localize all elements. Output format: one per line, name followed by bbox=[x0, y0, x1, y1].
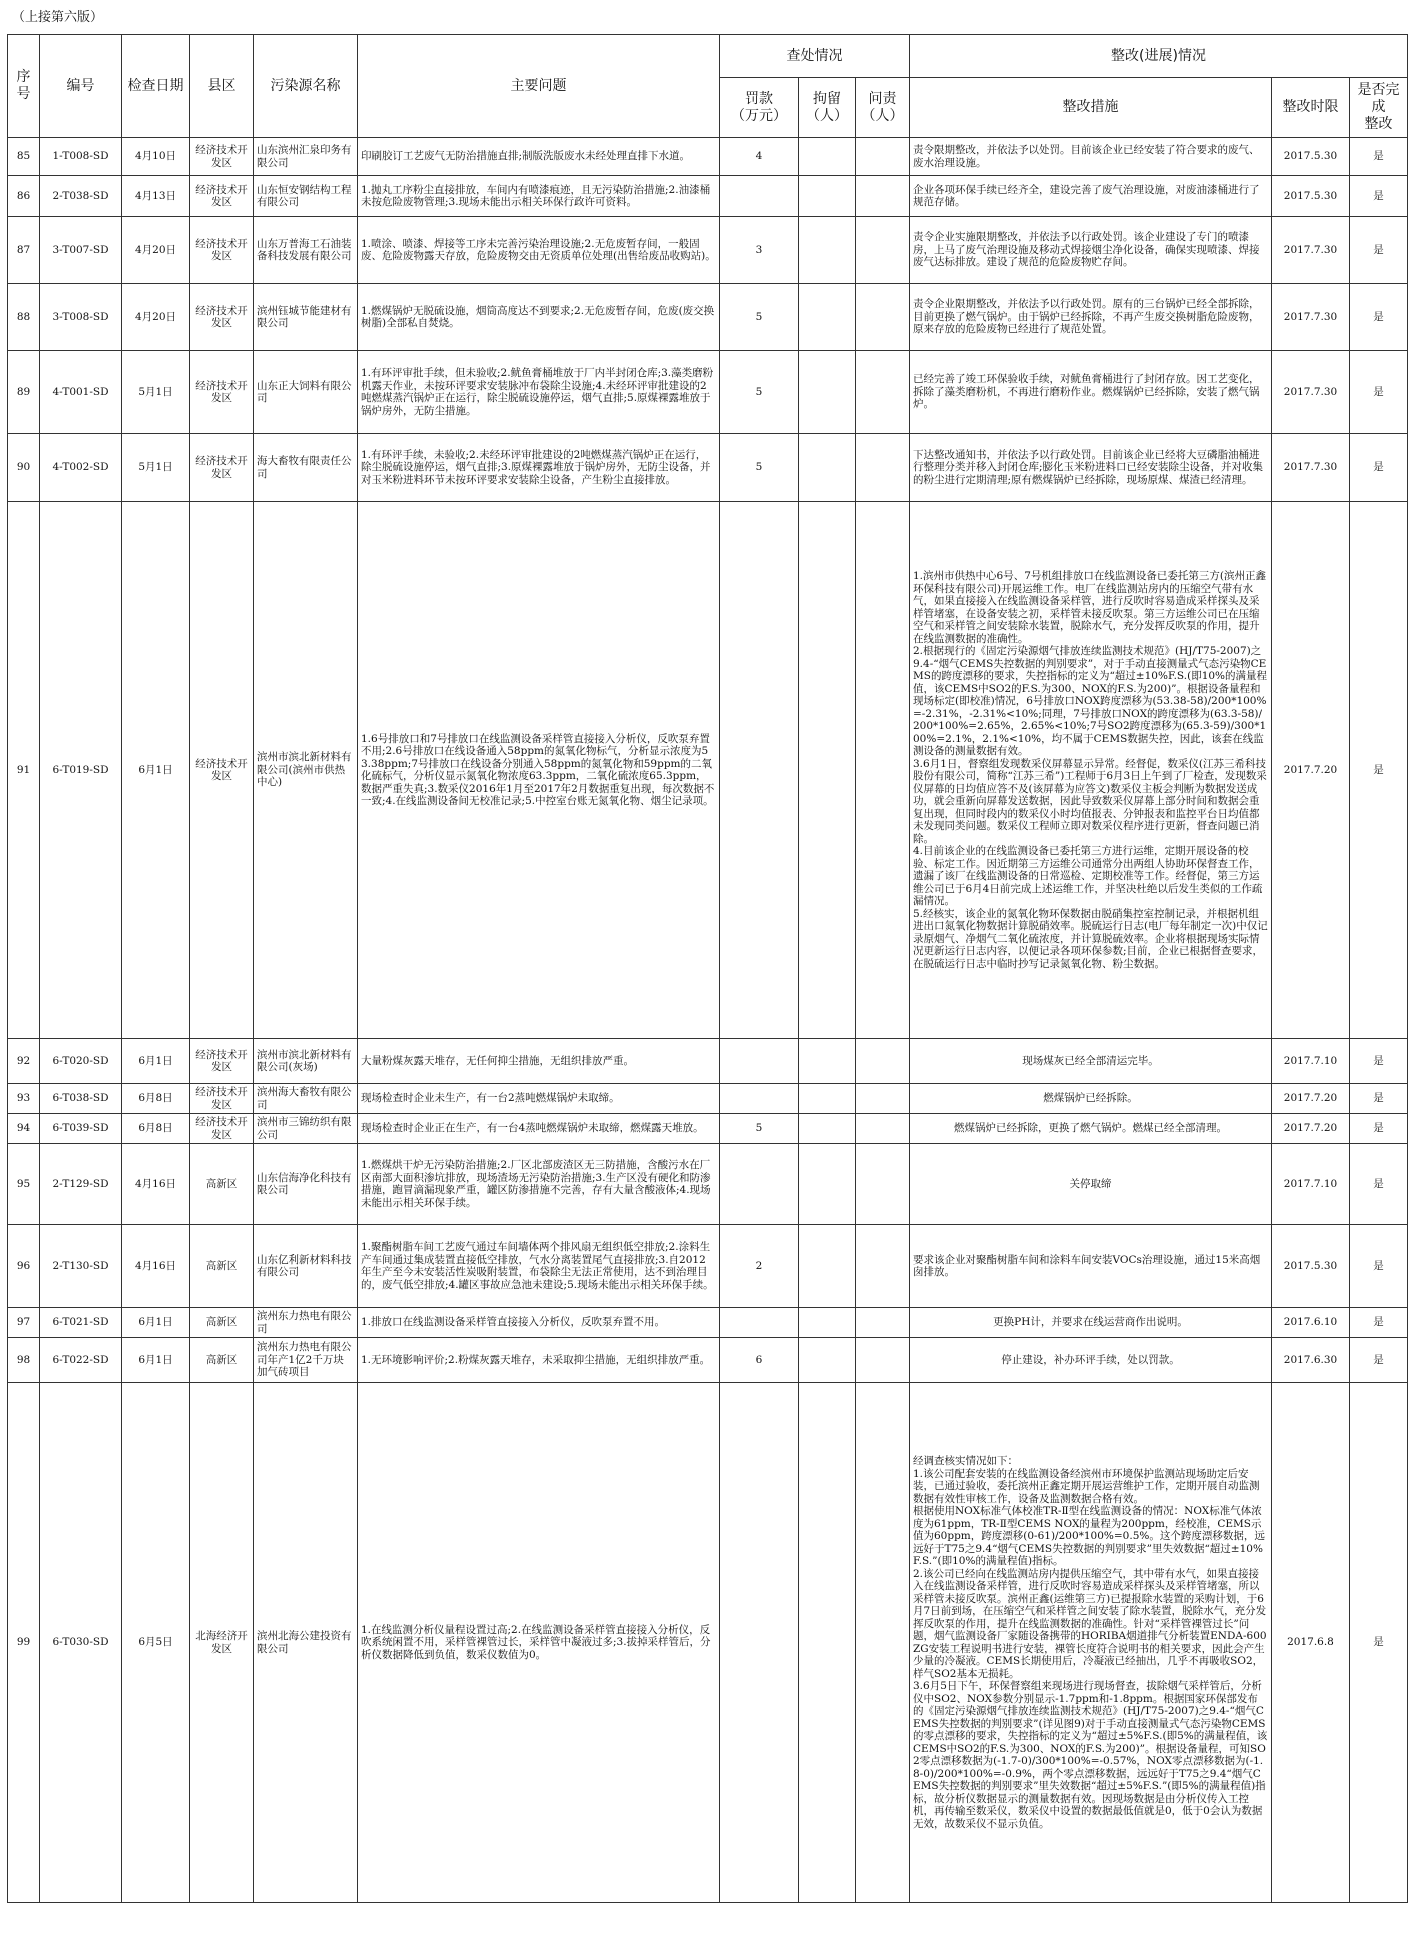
cell-problems: 印刷胶订工艺废气无防治措施直排;制版洗版废水未经处理直排下水道。 bbox=[358, 138, 720, 176]
cell-source: 山东万普海工石油装备科技发展有限公司 bbox=[254, 217, 358, 284]
cell-measures: 现场煤灰已经全部清运完毕。 bbox=[910, 1039, 1272, 1084]
cell-seq: 94 bbox=[8, 1114, 40, 1144]
cell-fine: 2 bbox=[720, 1225, 799, 1308]
cell-measures: 1.滨州市供热中心6号、7号机组排放口在线监测设备已委托第三方(滨州正鑫环保科技有限公司)开展运维工作。电厂在线监测站房内的压缩空气带有水气，如果直接接入在线监测设备采样管，进行反吹时容易造成采样探头及采样管堵塞，在设备安装之初，采样管未接反吹泵。第三方运维公司已在压缩空气和采样管之间安装除水装置，脱除水气，充分发挥反吹泵的作用，提升在线监测数据的准确性。 2.根据现行的《固定污染源烟气排放连续监测技术规范》(HJ/T75-2007)之9.4-“烟气CEMS失控数据的判别要求”，对于手动直接测量式气态污染物CEMS的跨度漂移的要求，失控指标的定义为“超过±10%F.S.(即10%的满量程值，该CEMS中SO2的F.S.为300、NOX的F.S.为200)”。根据设备量程和现场标定(即校准)情况，6号排放口NOX跨度漂移为(53.38-58)/200*100%=-2.31%，-2.31%<10%;同理，7号排放口NOX的跨度漂移为(63.3-58)/200*100%=2.65%，2.65%<10%;7号SO2跨度漂移为(65.3-59)/300*100%=2.1%，2.1%<10%，均不属于CEMS数据失控，因此，该套在线监测设备的测量数据有效。 3.6月1日，督察组发现数采仪屏幕显示异常。经督促，数采仪(江苏三希科技股份有限公司，简称“江苏三希”)工程师于6月3日上午到了厂检查，发现数采仪屏幕的日均值应答不及(该屏幕为应答文)数采仪主板会判断为数据发送成功，就会重新向屏幕发送数据，因此导致数采仪屏幕上部分时间和数据会重复出现，但同时段内的数采仪小时均值报表、分钟报表和监控平台日均值都未发现同类问题。数采仪工程师立即对数采仪程序进行更新，督查问题已消除。 4.目前该企业的在线监测设备已委托第三方进行运维，定期开展设备的校验、标定工作。因近期第三方运维公司通常分出两组人协助环保督查工作，遗漏了该厂在线监测设备的日常巡检、定期校准等工作。经督促，第三方运维公司已于6月4日前完成上述运维工作，并坚决杜绝以后发生类似的工作疏漏情况。 5.经核实，该企业的氮氧化物环保数据由脱硝集控室控制记录，并根据机组进出口氮氧化物数据计算脱硝效率。脱硫运行日志(电厂每年制定一次)中仅记录原烟气、净烟气二氧化硫浓度，并计算脱硫效率。企业将根据现场实际情况更新运行日志内容，以便记录各项环保参数;目前，企业已根据督查要求，在脱硫运行日志中临时抄写记录氮氧化物、粉尘数据。 bbox=[910, 502, 1272, 1039]
table-row bbox=[8, 351, 1408, 434]
cell-problems: 1.在线监测分析仪量程设置过高;2.在线监测设备采样管直接接入分析仪，反吹系统闲置不用，采样管裸管过长，采样管中凝液过多;3.拔掉采样管后，分析仪数据降低到负值，数采仪数值为0。 bbox=[358, 1383, 720, 1903]
cell-seq: 87 bbox=[8, 217, 40, 284]
cell-deadline: 2017.7.30 bbox=[1272, 284, 1350, 351]
cell-code: 2-T130-SD bbox=[40, 1225, 122, 1308]
cell-district: 高新区 bbox=[190, 1144, 254, 1225]
cell-district: 经济技术开发区 bbox=[190, 1114, 254, 1144]
cell-problems: 1.燃煤烘干炉无污染防治措施;2.厂区北部废渣区无三防措施，含酸污水在厂区南部大面积渗坑排放，现场渣场无污染防治措施;3.生产区没有硬化和防渗措施，跑冒滴漏现象严重，罐区防渗措施不完善，存有大量含酸液体;4.现场未能出示相关环保手续。 bbox=[358, 1144, 720, 1225]
header-detain: 拘留 （人） bbox=[799, 78, 856, 138]
cell-date: 5月1日 bbox=[122, 434, 190, 502]
cell-completed: 是 bbox=[1350, 217, 1408, 284]
cell-measures: 燃煤锅炉已经拆除。 bbox=[910, 1084, 1272, 1114]
cell-deadline: 2017.6.30 bbox=[1272, 1338, 1350, 1383]
cell-accountability bbox=[856, 1225, 910, 1308]
cell-problems: 大量粉煤灰露天堆存，无任何抑尘措施，无组织排放严重。 bbox=[358, 1039, 720, 1084]
cell-accountability bbox=[856, 217, 910, 284]
header-fine: 罚款 （万元） bbox=[720, 78, 799, 138]
table-row bbox=[8, 1308, 1408, 1338]
cell-source: 海大畜牧有限责任公司 bbox=[254, 434, 358, 502]
cell-code: 4-T002-SD bbox=[40, 434, 122, 502]
header-measures: 整改措施 bbox=[910, 78, 1272, 138]
cell-date: 6月1日 bbox=[122, 1308, 190, 1338]
cell-fine bbox=[720, 1383, 799, 1903]
header-date: 检查日期 bbox=[122, 35, 190, 138]
cell-seq: 98 bbox=[8, 1338, 40, 1383]
cell-fine: 5 bbox=[720, 351, 799, 434]
header-handling-group: 查处情况 bbox=[720, 35, 910, 78]
cell-deadline: 2017.7.10 bbox=[1272, 1144, 1350, 1225]
header-source: 污染源名称 bbox=[254, 35, 358, 138]
cell-date: 4月16日 bbox=[122, 1225, 190, 1308]
cell-measures: 更换PH计，并要求在线运营商作出说明。 bbox=[910, 1308, 1272, 1338]
cell-detain bbox=[799, 434, 856, 502]
cell-seq: 86 bbox=[8, 176, 40, 217]
cell-problems: 1.聚酯树脂车间工艺废气通过车间墙体两个排风扇无组织低空排放;2.涂料生产车间通过集成装置直接低空排放，气水分离装置尾气直接排放;3.自2012年生产至今未安装活性炭吸附装置，布袋除尘无法正常使用，达不到治理目的，废气低空排放;4.罐区事故应急池未建设;5.现场未能出示相关环保手续。 bbox=[358, 1225, 720, 1308]
cell-accountability bbox=[856, 1084, 910, 1114]
cell-deadline: 2017.7.20 bbox=[1272, 1084, 1350, 1114]
cell-source: 山东亿利新材料科技有限公司 bbox=[254, 1225, 358, 1308]
cell-completed: 是 bbox=[1350, 1084, 1408, 1114]
cell-detain bbox=[799, 284, 856, 351]
cell-completed: 是 bbox=[1350, 1144, 1408, 1225]
cell-measures: 停止建设，补办环评手续，处以罚款。 bbox=[910, 1338, 1272, 1383]
cell-problems: 1.有环评手续，未验收;2.未经环评审批建设的2吨燃煤蒸汽锅炉正在运行，除尘脱硫设施停运，烟气直排;3.原煤裸露堆放于锅炉房外，无防尘设备，并对玉米粉进料环节未按环评要求安装除尘设备，产生粉尘直接排放。 bbox=[358, 434, 720, 502]
cell-completed: 是 bbox=[1350, 176, 1408, 217]
cell-fine: 5 bbox=[720, 284, 799, 351]
cell-source: 山东信海净化科技有限公司 bbox=[254, 1144, 358, 1225]
cell-completed: 是 bbox=[1350, 1225, 1408, 1308]
cell-seq: 99 bbox=[8, 1383, 40, 1903]
cell-seq: 95 bbox=[8, 1144, 40, 1225]
table-row bbox=[8, 1144, 1408, 1225]
cell-deadline: 2017.7.30 bbox=[1272, 217, 1350, 284]
cell-deadline: 2017.7.20 bbox=[1272, 1114, 1350, 1144]
cell-detain bbox=[799, 138, 856, 176]
cell-source: 滨州市滨北新材料有限公司(滨州市供热中心) bbox=[254, 502, 358, 1039]
header-seq: 序号 bbox=[8, 35, 40, 138]
cell-fine: 6 bbox=[720, 1338, 799, 1383]
cell-completed: 是 bbox=[1350, 434, 1408, 502]
cell-date: 4月13日 bbox=[122, 176, 190, 217]
cell-code: 6-T020-SD bbox=[40, 1039, 122, 1084]
cell-completed: 是 bbox=[1350, 1308, 1408, 1338]
header-deadline: 整改时限 bbox=[1272, 78, 1350, 138]
cell-code: 3-T008-SD bbox=[40, 284, 122, 351]
cell-deadline: 2017.5.30 bbox=[1272, 176, 1350, 217]
cell-seq: 88 bbox=[8, 284, 40, 351]
cell-source: 滨州东力热电有限公司 bbox=[254, 1308, 358, 1338]
cell-fine: 5 bbox=[720, 434, 799, 502]
cell-district: 经济技术开发区 bbox=[190, 351, 254, 434]
cell-source: 滨州钰城节能建材有限公司 bbox=[254, 284, 358, 351]
table-row bbox=[8, 138, 1408, 176]
cell-deadline: 2017.5.30 bbox=[1272, 1225, 1350, 1308]
table-row bbox=[8, 217, 1408, 284]
cell-completed: 是 bbox=[1350, 1114, 1408, 1144]
cell-accountability bbox=[856, 1144, 910, 1225]
cell-district: 经济技术开发区 bbox=[190, 1084, 254, 1114]
cell-date: 6月5日 bbox=[122, 1383, 190, 1903]
table-row bbox=[8, 502, 1408, 1039]
cell-source: 滨州市三锦纺织有限公司 bbox=[254, 1114, 358, 1144]
cell-district: 高新区 bbox=[190, 1225, 254, 1308]
cell-seq: 96 bbox=[8, 1225, 40, 1308]
cell-accountability bbox=[856, 351, 910, 434]
cell-seq: 89 bbox=[8, 351, 40, 434]
cell-problems: 1.抛丸工序粉尘直接排放，车间内有喷漆痕迹，且无污染防治措施;2.油漆桶未按危险废物管理;3.现场未能出示相关环保行政许可资料。 bbox=[358, 176, 720, 217]
cell-accountability bbox=[856, 1383, 910, 1903]
table-row bbox=[8, 1084, 1408, 1114]
cell-source: 山东正大饲料有限公司 bbox=[254, 351, 358, 434]
cell-seq: 91 bbox=[8, 502, 40, 1039]
cell-measures: 责令限期整改，并依法予以处罚。目前该企业已经安装了符合要求的废气、废水治理设施。 bbox=[910, 138, 1272, 176]
cell-accountability bbox=[856, 502, 910, 1039]
cell-measures: 责令企业实施限期整改，并依法予以行政处罚。该企业建设了专门的喷漆房，上马了废气治理设施及移动式焊接烟尘净化设备，确保实现喷漆、焊接废气达标排放。建设了规范的危险废物贮存间。 bbox=[910, 217, 1272, 284]
cell-problems: 1.喷涂、喷漆、焊接等工序未完善污染治理设施;2.无危废暂存间，一般固废、危险废物露天存放，危险废物交由无资质单位处理(出售给废品收购站)。 bbox=[358, 217, 720, 284]
cell-seq: 85 bbox=[8, 138, 40, 176]
cell-problems: 1.排放口在线监测设备采样管直接接入分析仪，反吹泵弃置不用。 bbox=[358, 1308, 720, 1338]
header-code: 编号 bbox=[40, 35, 122, 138]
cell-code: 2-T038-SD bbox=[40, 176, 122, 217]
header-rectification-group: 整改(进展)情况 bbox=[910, 35, 1408, 78]
cell-source: 滨州市滨北新材料有限公司(灰场) bbox=[254, 1039, 358, 1084]
cell-accountability bbox=[856, 1039, 910, 1084]
cell-seq: 90 bbox=[8, 434, 40, 502]
cell-accountability bbox=[856, 138, 910, 176]
cell-measures: 经调查核实情况如下： 1.该公司配套安装的在线监测设备经滨州市环境保护监测站现场助定后安装，已通过验收，委托滨州正鑫定期开展运营维护工作，定期开展自动监测数据有效性审核工作，设备及监测数据合格有效。 根据使用NOX标准气体校准TR-Ⅱ型在线监测设备的情况：NOX标准气体浓度为61ppm，TR-Ⅱ型CEMS NOX的量程为200ppm，经校准，CEMS示值为60ppm，跨度漂移(0-61)/200*100%=0.5%。这个跨度漂移数据，远远好于T75之9.4“烟气CEMS失控数据的判别要求”里失效数据“超过±10%F.S.”(即10%的满量程值)指标。 2.该公司已经向在线监测站房内提供压缩空气，其中带有水气，如果直接接入在线监测设备采样管，进行反吹时容易造成采样探头及采样管堵塞，所以采样管未接反吹泵。滨州正鑫(运维第三方)已提报除水装置的采购计划，于6月7日前到场，在压缩空气和采样管之间安装了除水装置，脱除水气，充分发挥反吹泵的作用，提升在线监测数据的准确性。针对“采样管裸管过长”问题，烟气监测设备厂家随设备携带的HORIBA烟道排气分析装置ENDA-600ZG安装工程说明书进行安装，裸管长度符合说明书的相关要求，因此会产生少量的冷凝液。CEMS长期使用后，冷凝液已经抽出，几乎不再吸收SO2，样气SO2基本无损耗。 3.6月5日下午，环保督察组来现场进行现场督查，拔除烟气采样管后，分析仪中SO2、NOX参数分别显示-1.7ppm和-1.8ppm。根据国家环保部发布的《固定污染源烟气排放连续监测技术规范》(HJ/T75-2007)之9.4-“烟气CEMS失控数据的判别要求”(详见图9)对于手动直接测量式气态污染物CEMS的零点漂移的要求，失控指标的定义为“超过±5%F.S.(即5%的满量程值，该CEMS中SO2的F.S.为300、NOX的F.S.为200)”。根据设备量程，可知SO2零点漂移数据为(-1.7-0)/300*100%=-0.57%，NOX零点漂移数据为(-1.8-0)/200*100%=-0.9%，两个零点漂移数据，远远好于T75之9.4“烟气CEMS失控数据的判别要求”里失效数据“超过±5%F.S.”(即5%的满量程值)指标，故分析仪数据显示的测量数据有效。因现场数据是由分析仪传入工控机，再传输至数采仪，数采仪中设置的数据最低值就是0，低于0会认为数据无效，故数采仪不显示负值。 bbox=[910, 1383, 1272, 1903]
cell-detain bbox=[799, 502, 856, 1039]
cell-source: 山东恒安钢结构工程有限公司 bbox=[254, 176, 358, 217]
cell-date: 6月1日 bbox=[122, 502, 190, 1039]
cell-detain bbox=[799, 1225, 856, 1308]
cell-district: 高新区 bbox=[190, 1338, 254, 1383]
cell-date: 4月16日 bbox=[122, 1144, 190, 1225]
cell-code: 6-T038-SD bbox=[40, 1084, 122, 1114]
cell-deadline: 2017.6.8 bbox=[1272, 1383, 1350, 1903]
cell-fine bbox=[720, 1084, 799, 1114]
cell-fine: 3 bbox=[720, 217, 799, 284]
cell-seq: 97 bbox=[8, 1308, 40, 1338]
cell-date: 6月8日 bbox=[122, 1084, 190, 1114]
cell-fine bbox=[720, 1308, 799, 1338]
cell-code: 4-T001-SD bbox=[40, 351, 122, 434]
cell-completed: 是 bbox=[1350, 1039, 1408, 1084]
cell-code: 6-T039-SD bbox=[40, 1114, 122, 1144]
cell-deadline: 2017.7.20 bbox=[1272, 502, 1350, 1039]
cell-code: 6-T019-SD bbox=[40, 502, 122, 1039]
table-row bbox=[8, 176, 1408, 217]
cell-detain bbox=[799, 1308, 856, 1338]
cell-measures: 责令企业限期整改，并依法予以行政处罚。原有的三台锅炉已经全部拆除，目前更换了燃气锅炉。由于锅炉已经拆除，不再产生废交换树脂危险废物，原来存放的危险废物已经进行了规范处置。 bbox=[910, 284, 1272, 351]
continuation-note: （上接第六版） bbox=[12, 10, 104, 25]
cell-date: 6月1日 bbox=[122, 1338, 190, 1383]
header-district: 县区 bbox=[190, 35, 254, 138]
header-completed: 是否完 成 整改 bbox=[1350, 78, 1408, 138]
table-header bbox=[8, 35, 1408, 138]
cell-detain bbox=[799, 1084, 856, 1114]
cell-measures: 燃煤锅炉已经拆除，更换了燃气锅炉。燃煤已经全部清理。 bbox=[910, 1114, 1272, 1144]
cell-accountability bbox=[856, 434, 910, 502]
cell-code: 6-T022-SD bbox=[40, 1338, 122, 1383]
cell-fine bbox=[720, 1144, 799, 1225]
cell-date: 6月1日 bbox=[122, 1039, 190, 1084]
cell-code: 6-T030-SD bbox=[40, 1383, 122, 1903]
cell-accountability bbox=[856, 1114, 910, 1144]
cell-completed: 是 bbox=[1350, 351, 1408, 434]
cell-code: 3-T007-SD bbox=[40, 217, 122, 284]
table-row bbox=[8, 1114, 1408, 1144]
cell-district: 经济技术开发区 bbox=[190, 1039, 254, 1084]
cell-district: 经济技术开发区 bbox=[190, 217, 254, 284]
cell-code: 6-T021-SD bbox=[40, 1308, 122, 1338]
cell-code: 1-T008-SD bbox=[40, 138, 122, 176]
cell-detain bbox=[799, 351, 856, 434]
cell-completed: 是 bbox=[1350, 502, 1408, 1039]
table-row bbox=[8, 1383, 1408, 1903]
cell-problems: 1.无环境影响评价;2.粉煤灰露天堆存，未采取抑尘措施，无组织排放严重。 bbox=[358, 1338, 720, 1383]
cell-detain bbox=[799, 1338, 856, 1383]
cell-source: 滨州东力热电有限公司年产1亿2千万块加气砖项目 bbox=[254, 1338, 358, 1383]
cell-date: 4月10日 bbox=[122, 138, 190, 176]
cell-accountability bbox=[856, 176, 910, 217]
cell-district: 经济技术开发区 bbox=[190, 502, 254, 1039]
cell-fine: 4 bbox=[720, 138, 799, 176]
cell-source: 山东滨州汇泉印务有限公司 bbox=[254, 138, 358, 176]
cell-district: 经济技术开发区 bbox=[190, 284, 254, 351]
cell-accountability bbox=[856, 284, 910, 351]
cell-problems: 1.燃煤锅炉无脱硫设施，烟筒高度达不到要求;2.无危废暂存间，危废(废交换树脂)全部私自焚烧。 bbox=[358, 284, 720, 351]
cell-measures: 要求该企业对聚酯树脂车间和涂料车间安装VOCs治理设施，通过15米高烟囱排放。 bbox=[910, 1225, 1272, 1308]
cell-problems: 1.6号排放口和7号排放口在线监测设备采样管直接接入分析仪，反吹泵弃置不用;2.6号排放口在线设备通入58ppm的氮氧化物标气，分析显示浓度为53.38ppm;7号排放口在线设备分别通入58ppm的氮氧化物和59ppm的二氧化硫标气，分析仪显示氮氧化物浓度63.3ppm，二氧化硫浓度65.3ppm，数据严重失真;3.数采仪2016年1月至2017年2月数据重复出现，每次数据不一致;4.在线监测设备间无校准记录;5.中控室台账无氮氧化物、烟尘记录项。 bbox=[358, 502, 720, 1039]
cell-accountability bbox=[856, 1338, 910, 1383]
cell-district: 经济技术开发区 bbox=[190, 138, 254, 176]
table-row bbox=[8, 434, 1408, 502]
cell-deadline: 2017.5.30 bbox=[1272, 138, 1350, 176]
cell-measures: 关停取缔 bbox=[910, 1144, 1272, 1225]
cell-accountability bbox=[856, 1308, 910, 1338]
cell-deadline: 2017.7.30 bbox=[1272, 351, 1350, 434]
cell-problems: 现场检查时企业未生产，有一台2蒸吨燃煤锅炉未取缔。 bbox=[358, 1084, 720, 1114]
cell-completed: 是 bbox=[1350, 138, 1408, 176]
cell-completed: 是 bbox=[1350, 284, 1408, 351]
cell-fine: 5 bbox=[720, 1114, 799, 1144]
cell-measures: 下达整改通知书，并依法予以行政处罚。目前该企业已经将大豆磷脂油桶进行整理分类并移入封闭仓库;膨化玉米粉进料口已经安装除尘设备，并对收集的粉尘进行定期清理;原有燃煤锅炉已经拆除，现场原煤、煤渣已经清理。 bbox=[910, 434, 1272, 502]
table-row bbox=[8, 1338, 1408, 1383]
table-row bbox=[8, 1225, 1408, 1308]
cell-seq: 93 bbox=[8, 1084, 40, 1114]
cell-detain bbox=[799, 217, 856, 284]
cell-detain bbox=[799, 1114, 856, 1144]
inspection-table bbox=[7, 34, 1408, 1903]
table-row bbox=[8, 1039, 1408, 1084]
cell-detain bbox=[799, 1383, 856, 1903]
cell-district: 高新区 bbox=[190, 1308, 254, 1338]
cell-code: 2-T129-SD bbox=[40, 1144, 122, 1225]
cell-date: 6月8日 bbox=[122, 1114, 190, 1144]
cell-completed: 是 bbox=[1350, 1383, 1408, 1903]
cell-detain bbox=[799, 1144, 856, 1225]
cell-source: 滨州北海公建投资有限公司 bbox=[254, 1383, 358, 1903]
cell-fine bbox=[720, 1039, 799, 1084]
cell-date: 4月20日 bbox=[122, 284, 190, 351]
header-problems: 主要问题 bbox=[358, 35, 720, 138]
cell-fine bbox=[720, 502, 799, 1039]
cell-completed: 是 bbox=[1350, 1338, 1408, 1383]
cell-deadline: 2017.7.30 bbox=[1272, 434, 1350, 502]
cell-district: 经济技术开发区 bbox=[190, 434, 254, 502]
cell-date: 5月1日 bbox=[122, 351, 190, 434]
cell-measures: 已经完善了竣工环保验收手续，对鱿鱼膏桶进行了封闭存放。因工艺变化，拆除了藻类磨粉机，不再进行磨粉作业。燃煤锅炉已经拆除，安装了燃气锅炉。 bbox=[910, 351, 1272, 434]
cell-deadline: 2017.7.10 bbox=[1272, 1039, 1350, 1084]
cell-problems: 1.有环评审批手续，但未验收;2.鱿鱼膏桶堆放于厂内半封闭仓库;3.藻类磨粉机露天作业，未按环评要求安装脉冲布袋除尘设施;4.未经环评审批建设的2吨燃煤蒸汽锅炉正在运行，除尘脱硫设施停运，烟气直排;5.原煤裸露堆放于锅炉房外，无防尘措施。 bbox=[358, 351, 720, 434]
cell-deadline: 2017.6.10 bbox=[1272, 1308, 1350, 1338]
cell-fine bbox=[720, 176, 799, 217]
cell-district: 北海经济开发区 bbox=[190, 1383, 254, 1903]
cell-detain bbox=[799, 1039, 856, 1084]
cell-source: 滨州海大畜牧有限公司 bbox=[254, 1084, 358, 1114]
cell-date: 4月20日 bbox=[122, 217, 190, 284]
header-accountability: 问责 （人） bbox=[856, 78, 910, 138]
table-row bbox=[8, 284, 1408, 351]
cell-seq: 92 bbox=[8, 1039, 40, 1084]
cell-measures: 企业各项环保手续已经齐全，建设完善了废气治理设施，对废油漆桶进行了规范存储。 bbox=[910, 176, 1272, 217]
table-body bbox=[8, 138, 1408, 1903]
cell-district: 经济技术开发区 bbox=[190, 176, 254, 217]
cell-problems: 现场检查时企业正在生产，有一台4蒸吨燃煤锅炉未取缔，燃煤露天堆放。 bbox=[358, 1114, 720, 1144]
cell-detain bbox=[799, 176, 856, 217]
